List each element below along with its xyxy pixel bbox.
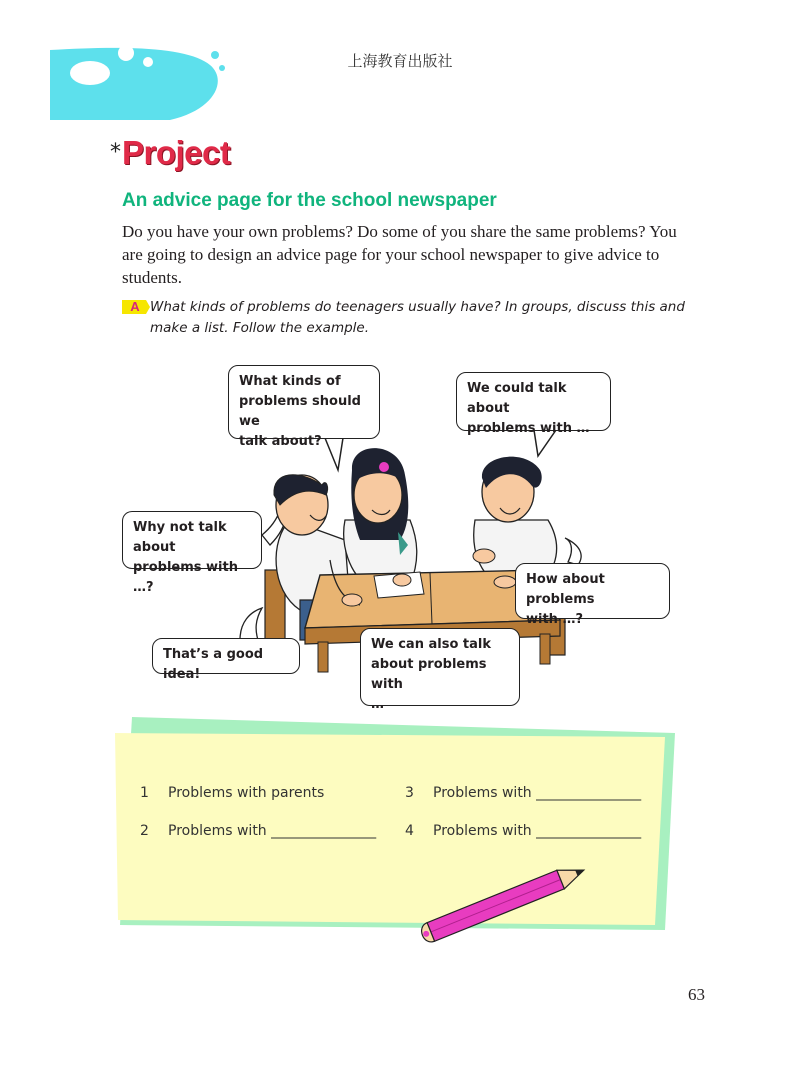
list-item: 2 Problems with _______________ — [140, 823, 377, 839]
speech-bubble-6: We can also talk about problems with … — [360, 628, 520, 706]
task-instruction: What kinds of problems do teenagers usually have? In groups, discuss this and make a list. Follow the example. — [150, 299, 685, 336]
pencil-illustration — [405, 860, 600, 945]
section-subtitle: An advice page for the school newspaper — [122, 190, 497, 211]
list-item: 3 Problems with _______________ — [405, 785, 642, 801]
optional-star: * — [110, 140, 121, 165]
speech-bubble-1: What kinds of problems should we talk about? — [228, 365, 380, 439]
task-label: A — [130, 299, 140, 314]
speech-bubble-5: That’s a good idea! — [152, 638, 300, 674]
list-item: 4 Problems with _______________ — [405, 823, 642, 839]
list-item: 1 Problems with parents — [140, 785, 325, 801]
speech-bubble-4: How about problems with …? — [515, 563, 670, 619]
page-number: 63 — [688, 985, 705, 1004]
publisher-name: 上海教育出版社 — [347, 52, 453, 70]
page-title: Project — [122, 134, 231, 171]
speech-bubble-3: Why not talk about problems with …? — [122, 511, 262, 569]
intro-paragraph: Do you have your own problems? Do some of you share the same problems? You are going to design an advice page for your school newspaper to give advice to students. — [122, 222, 677, 287]
speech-bubble-2: We could talk about problems with … — [456, 372, 611, 431]
